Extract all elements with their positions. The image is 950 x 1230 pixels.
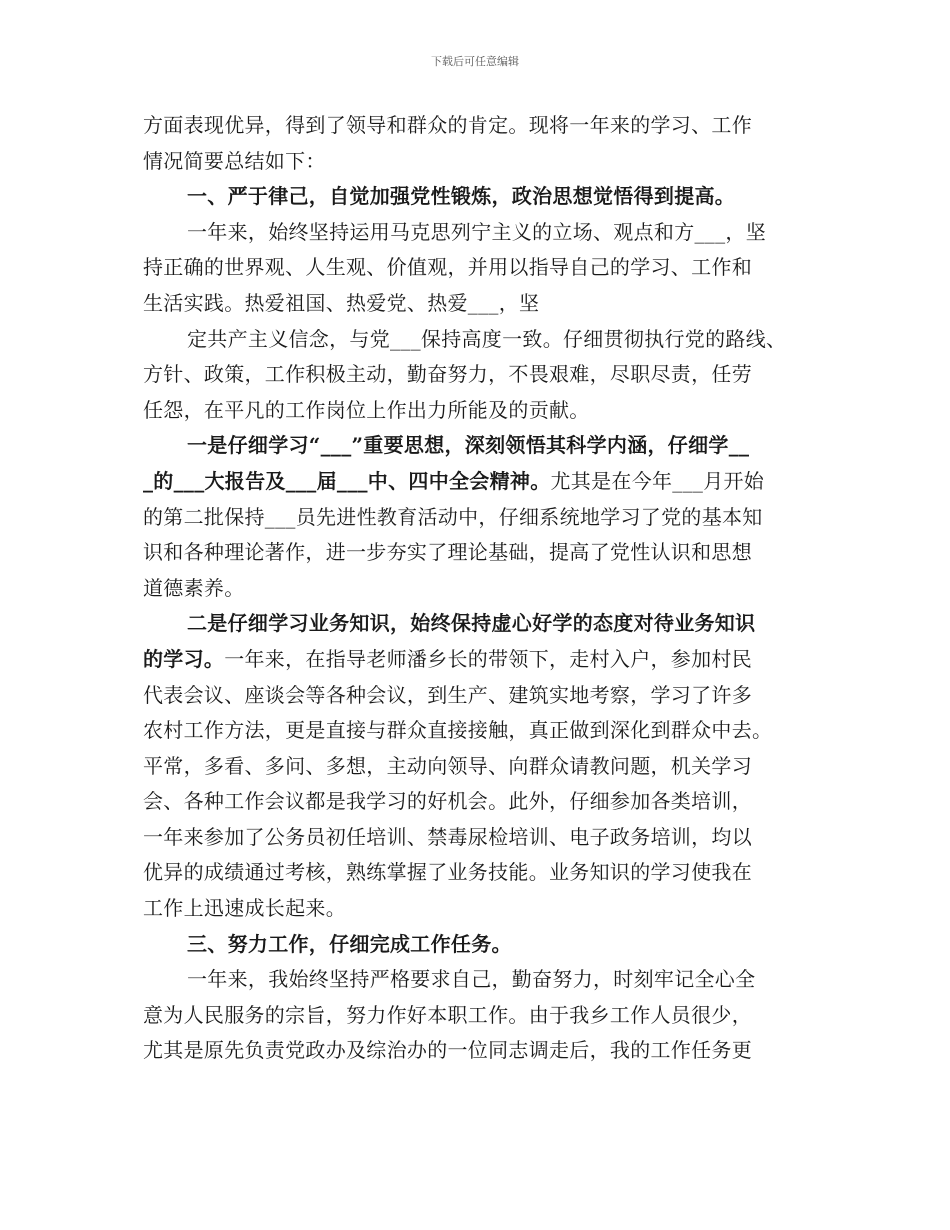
text-line	[143, 464, 823, 500]
text-line	[143, 927, 823, 963]
text-line	[143, 713, 823, 749]
bold-heading-text: 的学习。	[143, 646, 225, 671]
text-line	[143, 108, 823, 144]
paragraph-text: 生活实践。热爱祖国、热爱党、热爱___，坚	[143, 290, 540, 315]
text-line	[143, 393, 823, 429]
paragraph-text: 尤其是在今年___月开始	[550, 468, 765, 493]
text-line	[143, 144, 823, 180]
paragraph-text: 农村工作方法，更是直接与群众直接接触，真正做到深化到群众中去。	[143, 718, 773, 743]
text-line	[143, 357, 823, 393]
paragraph-text: 方针、政策，工作积极主动，勤奋努力，不畏艰难，尽职尽责，任劳	[143, 362, 752, 387]
text-line	[143, 998, 823, 1034]
text-line	[143, 500, 823, 536]
paragraph-text: 意为人民服务的宗旨，努力作好本职工作。由于我乡工作人员很少，	[143, 1002, 752, 1027]
text-line	[143, 571, 823, 607]
text-line	[143, 428, 823, 464]
text-line	[143, 535, 823, 571]
paragraph-text: 道德素养。	[143, 575, 245, 600]
paragraph-text: 优异的成绩通过考核，熟练掌握了业务技能。业务知识的学习使我在	[143, 860, 752, 885]
bold-heading-text: _的___大报告及___届___中、四中全会精神。	[143, 468, 551, 493]
paragraph-text: 识和各种理论著作，进一步夯实了理论基础，提高了党性认识和思想	[143, 540, 752, 565]
paragraph-text: 一年来参加了公务员初任培训、禁毒尿检培训、电子政务培训，均以	[143, 824, 752, 849]
text-line	[143, 322, 823, 358]
paragraph-text: 代表会议、座谈会等各种会议，到生产、建筑实地考察，学习了许多	[143, 682, 752, 707]
paragraph-text: 一年来，在指导老师潘乡长的带领下，走村入户，参加村民	[224, 646, 753, 671]
text-line	[143, 855, 823, 891]
bold-heading-text: 一、严于律己，自觉加强党性锻炼，政治思想觉悟得到提高。	[187, 184, 736, 209]
paragraph-text: 一年来，我始终坚持严格要求自己，勤奋努力，时刻牢记全心全	[187, 967, 756, 992]
bold-heading-text: 二是仔细学习业务知识，始终保持虚心好学的态度对待业务知识	[187, 611, 756, 636]
bold-heading-text: 一是仔细学习“___”重要思想，深刻领悟其科学内涵，仔细学__	[187, 433, 750, 458]
paragraph-text: 定共产主义信念，与党___保持高度一致。仔细贯彻执行党的路线、	[187, 326, 787, 351]
document-body	[143, 108, 823, 1069]
paragraph-text: 情况简要总结如下：	[143, 148, 326, 173]
text-line	[143, 749, 823, 785]
text-line	[143, 250, 823, 286]
paragraph-text: 方面表现优异，得到了领导和群众的肯定。现将一年来的学习、工作	[143, 113, 752, 137]
text-line	[143, 642, 823, 678]
paragraph-text: 任怨，在平凡的工作岗位上作出力所能及的贡献。	[143, 397, 590, 422]
paragraph-text: 持正确的世界观、人生观、价值观，并用以指导自己的学习、工作和	[143, 255, 752, 280]
text-line	[143, 820, 823, 856]
text-line	[143, 179, 823, 215]
text-line	[143, 678, 823, 714]
paragraph-text: 工作上迅速成长起来。	[143, 896, 346, 921]
paragraph-text: 的第二批保持___员先进性教育活动中，仔细系统地学习了党的基本知	[143, 504, 763, 529]
page-header-note: 下载后可任意编辑	[431, 55, 519, 68]
paragraph-text: 尤其是原先负责党政办及综治办的一位同志调走后，我的工作任务更	[143, 1038, 752, 1063]
paragraph-text: 平常，多看、多问、多想，主动向领导、向群众请教问题，机关学习	[143, 753, 752, 778]
paragraph-text: 会、各种工作会议都是我学习的好机会。此外，仔细参加各类培训，	[143, 789, 752, 814]
paragraph-text: 一年来，始终坚持运用马克思列宁主义的立场、观点和方___，坚	[187, 219, 766, 244]
text-line	[143, 215, 823, 251]
text-line	[143, 962, 823, 998]
text-line	[143, 891, 823, 927]
text-line	[143, 784, 823, 820]
text-line	[143, 286, 823, 322]
text-line	[143, 606, 823, 642]
text-line	[143, 1033, 823, 1069]
bold-heading-text: 三、努力工作，仔细完成工作任务。	[187, 931, 512, 956]
